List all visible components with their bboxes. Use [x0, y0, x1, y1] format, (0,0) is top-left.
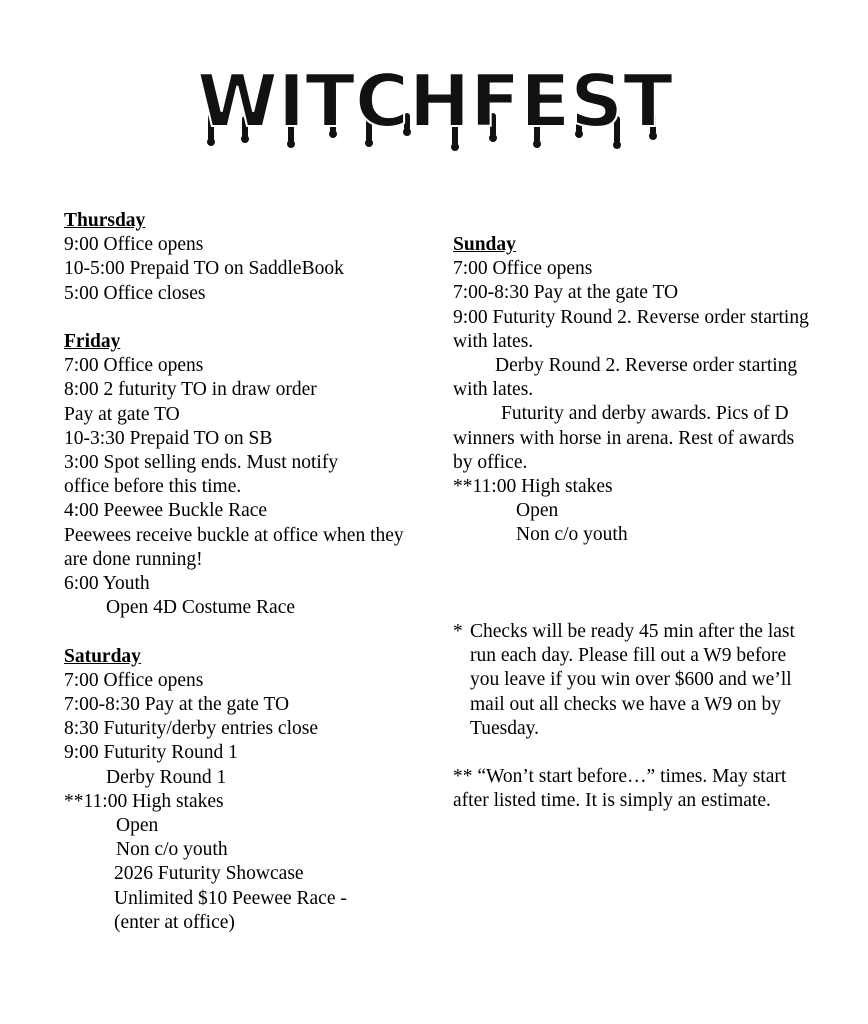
friday-heading: Friday [64, 331, 121, 352]
saturday-line: Unlimited $10 Peewee Race - [114, 887, 347, 909]
sunday-line: Derby Round 2. Reverse order starting with lates. [453, 355, 803, 401]
sunday-line: Open [516, 500, 559, 522]
thursday-heading: Thursday [64, 210, 146, 231]
friday-line: 4:00 Peewee Buckle Race [64, 500, 268, 522]
sunday-line: 9:00 Futurity Round 2. Reverse order starting with lates. [453, 306, 814, 352]
saturday-heading: Saturday [64, 645, 141, 667]
friday-line: 7:00 Office opens [64, 355, 204, 377]
saturday-line: Open [116, 815, 159, 837]
thursday-line: 10-5:00 Prepaid TO on SaddleBook [64, 258, 344, 280]
left-schedule-column [64, 209, 434, 935]
times-note: ** “Won’t start before…” times. May start after listed time. It is simply an estimate. [453, 766, 787, 812]
dripping-title-art [190, 58, 680, 158]
sunday-line: Non c/o youth [516, 524, 628, 546]
friday-line: 6:00 Youth [64, 573, 150, 595]
saturday-line: 9:00 Futurity Round 1 [64, 742, 238, 764]
sunday-heading: Sunday [453, 234, 516, 255]
friday-line: 10-3:30 Prepaid TO on SB [64, 427, 273, 449]
witchfest-logo [190, 58, 680, 158]
logo-title: WITCHFEST [197, 59, 673, 143]
friday-line: Open 4D Costume Race [106, 597, 296, 619]
saturday-line: Derby Round 1 [106, 766, 227, 788]
footnote-marker: * [453, 621, 463, 642]
friday-line: 3:00 Spot selling ends. Must notify office before this time. [64, 452, 343, 498]
saturday-line: 7:00 Office opens [64, 669, 204, 691]
right-schedule-column [453, 233, 813, 548]
saturday-line: 7:00-8:30 Pay at the gate TO [64, 694, 290, 716]
saturday-line: (enter at office) [114, 911, 235, 933]
sunday-line: 7:00-8:30 Pay at the gate TO [453, 282, 679, 304]
saturday-line: 8:30 Futurity/derby entries close [64, 718, 318, 740]
thursday-line: 9:00 Office opens [64, 234, 204, 256]
sunday-line: 7:00 Office opens [453, 258, 593, 280]
friday-line: Pay at gate TO [64, 403, 180, 425]
saturday-line: **11:00 High stakes [64, 790, 224, 812]
thursday-line: 5:00 Office closes [64, 282, 206, 304]
checks-note [453, 620, 813, 741]
checks-note-text: Checks will be ready 45 min after the last run each day. Please fill out a W9 before you leave if you win over $600 and we’ll mail out all checks we have a W9 on by Tuesday. [470, 621, 795, 739]
saturday-line: 2026 Futurity Showcase [114, 863, 304, 885]
sunday-line: Futurity and derby awards. Pics of D winners with horse in arena. Rest of awards by office. [453, 403, 800, 473]
friday-line: 8:00 2 futurity TO in draw order [64, 379, 317, 401]
saturday-line: Non c/o youth [116, 839, 228, 861]
sunday-line: **11:00 High stakes [453, 476, 613, 498]
friday-line: Peewees receive buckle at office when they are done running! [64, 524, 409, 570]
